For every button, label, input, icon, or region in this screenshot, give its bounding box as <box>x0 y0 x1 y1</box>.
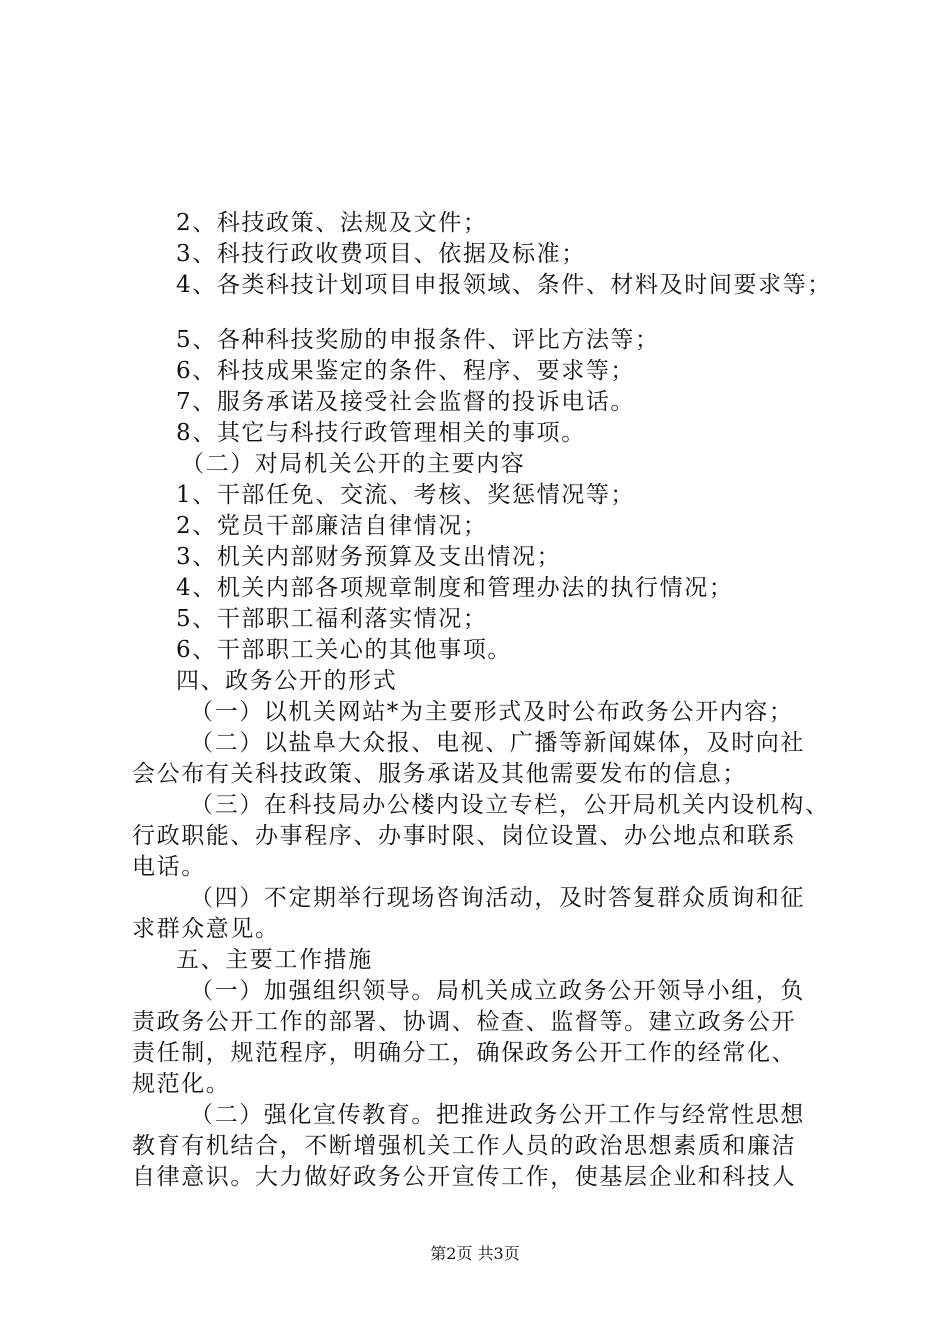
text-line: 4、机关内部各项规章制度和管理办法的执行情况； <box>176 575 734 601</box>
text-line: （二）强化宣传教育。把推进政务公开工作与经常性思想 <box>190 1102 805 1128</box>
text-line: （三）在科技局办公楼内设立专栏，公开局机关内设机构、 <box>190 792 830 818</box>
text-line: 规范化。 <box>132 1071 231 1097</box>
paragraph-gap <box>132 301 832 325</box>
text-line: 3、科技行政收费项目、依据及标准； <box>176 241 586 267</box>
text-line: 责任制，规范程序，明确分工，确保政务公开工作的经常化、 <box>132 1040 797 1066</box>
text-line: 8、其它与科技行政管理相关的事项。 <box>176 420 586 446</box>
text-line: 6、干部职工关心的其他事项。 <box>176 637 513 663</box>
section-heading: （二）对局机关公开的主要内容 <box>181 451 526 477</box>
text-line: 会公布有关科技政策、服务承诺及其他需要发布的信息； <box>132 761 747 787</box>
text-line: （二）以盐阜大众报、电视、广播等新闻媒体，及时向社 <box>190 730 805 756</box>
text-line: 4、各类科技计划项目申报领域、条件、材料及时间要求等； <box>176 272 832 298</box>
page-number-footer: 第2页 共3页 <box>430 1244 520 1263</box>
text-line: 1、干部任免、交流、考核、奖惩情况等； <box>176 482 636 508</box>
section-heading: 四、政务公开的形式 <box>176 668 398 694</box>
text-line: 3、机关内部财务预算及支出情况； <box>176 544 562 570</box>
text-line: （四）不定期举行现场咨询活动，及时答复群众质询和征 <box>190 885 805 911</box>
text-line: 7、服务承诺及接受社会监督的投诉电话。 <box>176 389 636 415</box>
text-line: 求群众意见。 <box>132 916 280 942</box>
text-line: 行政职能、办事程序、办事时限、岗位设置、办公地点和联系 <box>132 823 797 849</box>
text-line: 5、干部职工福利落实情况； <box>176 606 488 632</box>
text-line: 自律意识。大力做好政务公开宣传工作，使基层企业和科技人 <box>132 1164 797 1190</box>
text-line: 责政务公开工作的部署、协调、检查、监督等。建立政务公开 <box>132 1009 797 1035</box>
document-body <box>132 208 832 1193</box>
text-line: 2、党员干部廉洁自律情况； <box>176 513 488 539</box>
text-line: （一）加强组织领导。局机关成立政务公开领导小组，负 <box>190 978 805 1004</box>
text-line: 6、科技成果鉴定的条件、程序、要求等； <box>176 358 636 384</box>
text-line: 教育有机结合，不断增强机关工作人员的政治思想素质和廉洁 <box>132 1133 797 1159</box>
text-line: 2、科技政策、法规及文件； <box>176 210 488 236</box>
text-line: 5、各种科技奖励的申报条件、评比方法等； <box>176 327 660 353</box>
text-line: 电话。 <box>132 854 206 880</box>
text-line: （一）以机关网站*为主要形式及时公布政务公开内容； <box>190 699 794 725</box>
section-heading: 五、主要工作措施 <box>176 947 373 973</box>
